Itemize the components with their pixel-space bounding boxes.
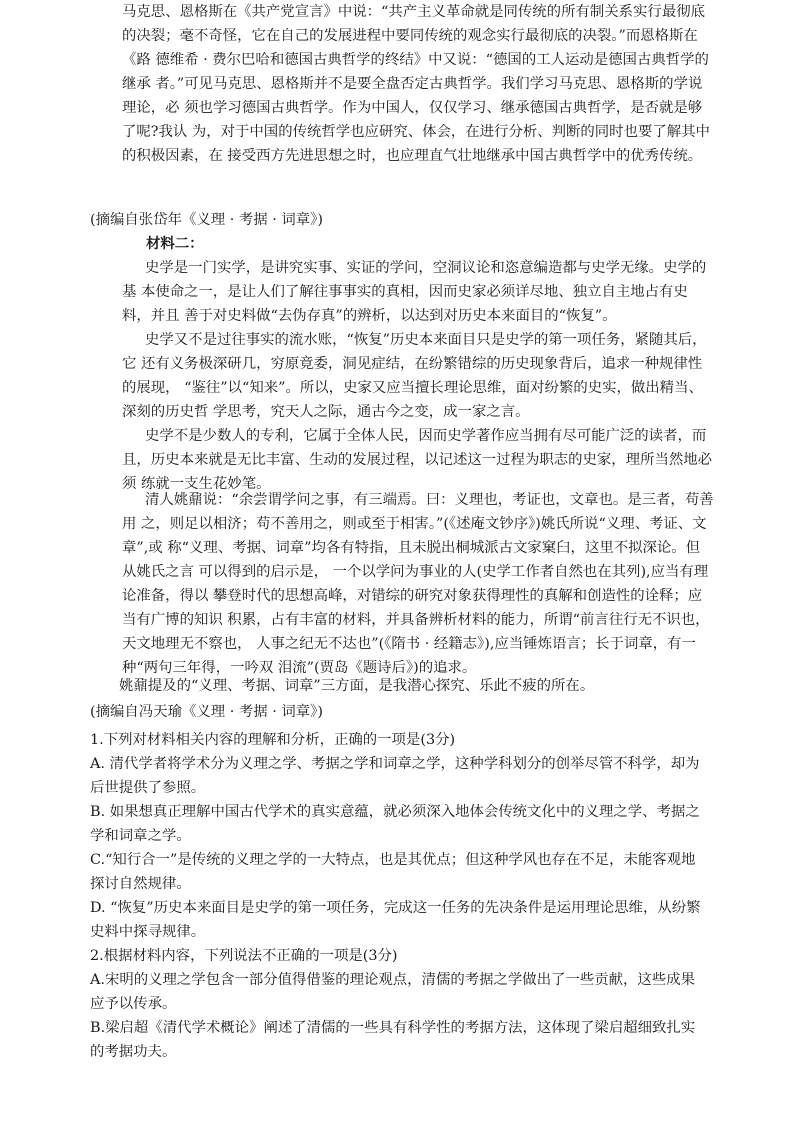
question1-option-a: A. 清代学者将学术分为义理之学、考据之学和词章之学，这种学科划分的创举尽管不科学，却为后世提供了参照。 xyxy=(90,756,700,796)
question2-option-b: B.梁启超《清代学术概论》阐述了清儒的一些具有科学性的考据方法，这体现了梁启超细致扎实的考据功夫。 xyxy=(90,1020,696,1060)
material2-paragraph-2: 史学又不是过往事实的流水账，“恢复”历史本来面目只是史学的第一项任务，紧随其后，它 还有义务极深研几，穷原竟委，洞见症结，在纷繁错综的历史现象背后，追求一种规律性的展现， “鉴往”以“知来”。所以，史家又应当擅长理论思维，面对纷繁的史实，做出精当、深刻的历史哲 学思考，究天人之际，通古今之变，成一家之言。 xyxy=(122,332,707,420)
question2-option-a: A.宋明的义理之学包含一部分值得借鉴的理论观点，清儒的考据之学做出了一些贡献，这些成果应予以传承。 xyxy=(90,972,695,1012)
material1-source: (摘编自张岱年《义理 · 考据 · 词章》) xyxy=(90,212,323,228)
question1-stem: 1.下列对材料相关内容的理解和分析，正确的一项是(3分) xyxy=(90,732,456,748)
question1-option-d: D. “恢复”历史本来面目是史学的第一项任务，完成这一任务的先决条件是运用理论思维，从纷繁史料中探寻规律。 xyxy=(90,900,701,940)
question2-stem: 2.根据材料内容，下列说法不正确的一项是(3分) xyxy=(90,948,398,964)
material2-paragraph-4: 清人姚鼐说：“余尝谓学问之事，有三端焉。曰：义理也，考证也，文章也。是三者，苟善用 之，则足以相济；苟不善用之，则或至于相害。”(《述庵文钞序》)姚氏所说“义理、考证、文章”,或 称“义理、考据、词章”均各有特指，且未脱出桐城派古文家窠臼，这里不拟深论。但从姚氏之言 可以得到的启示是， 一个以学问为事业的人(史学工作者自然也在其列),应当有理论准备，得以 攀登时代的思想高峰，对错综的研究对象获得理性的真解和创造性的诠释；应当有广博的知识 积累，占有丰富的材料，并具备辨析材料的能力，所谓“前言往行无不识也，天文地理无不察也， 人事之纪无不达也”(《隋书 · 经籍志》),应当锤炼语言；长于词章，有一种“两句三年得，一吟双 泪流”(贾岛《题诗后》)的追求。 xyxy=(122,492,714,676)
question1-option-b: B. 如果想真正理解中国古代学术的真实意蕴，就必须深入地体会传统文化中的义理之学、考据之学和词章之学。 xyxy=(90,804,700,844)
material2-paragraph-5: 姚鼐提及的“义理、考据、词章”三方面，是我潜心探究、乐此不疲的所在。 xyxy=(119,678,595,694)
material1-paragraph: 马克思、恩格斯在《共产党宣言》中说：“共产主义革命就是同传统的所有制关系实行最彻底 的决裂；毫不奇怪，它在自己的发展进程中要同传统的观念实行最彻底的决裂。”而恩格斯在《路 德维希 · 费尔巴哈和德国古典哲学的终结》中又说：“德国的工人运动是德国古典哲学的继承 者。”可见马克思、恩格斯并不是要全盘否定古典哲学。我们学习马克思、恩格斯的学说理论，必 须也学习德国古典哲学。作为中国人，仅仅学习、继承德国古典哲学，是否就是够了呢?我认 为，对于中国的传统哲学也应研究、体会，在进行分析、判断的同时也要了解其中的积极因素，在 接受西方先进思想之时，也应理直气壮地继承中国古典哲学中的优秀传统。 xyxy=(122,4,710,164)
material2-heading: 材料二： xyxy=(146,236,204,252)
question1-option-c: C.“知行合一”是传统的义理之学的一大特点，也是其优点；但这种学风也存在不足，未能客观地探讨自然规律。 xyxy=(90,852,696,892)
material2-source: (摘编自冯天瑜《义理 · 考据 · 词章》) xyxy=(90,704,323,720)
material2-paragraph-1: 史学是一门实学，是讲究实事、实证的学问，空洞议论和恣意编造都与史学无缘。史学的基 本使命之一，是让人们了解往事事实的真相，因而史家必须详尽地、独立自主地占有史料，并且 善于对史料做“去伪存真”的辨析，以达到对历史本来面目的“恢复”。 xyxy=(122,260,707,324)
material2-paragraph-3: 史学不是少数人的专利，它属于全体人民，因而史学著作应当拥有尽可能广泛的读者，而 且，历史本来就是无比丰富、生动的发展过程，以记述这一过程为职志的史家，理所当然地必须 练就一支生花妙笔。 xyxy=(122,428,713,492)
